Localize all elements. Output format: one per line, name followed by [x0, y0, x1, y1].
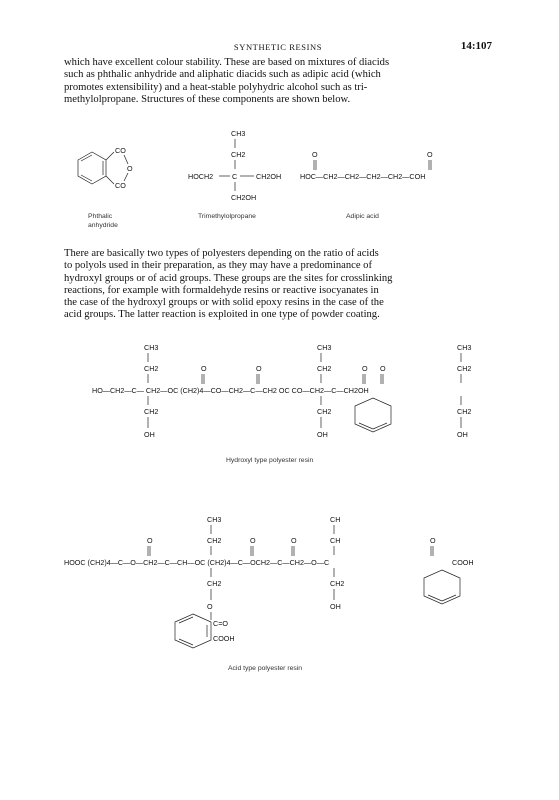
methylene-label: CH2: [330, 579, 345, 588]
paragraph-line: methylolpropane. Structures of these components are shown below.: [64, 93, 351, 105]
benzene-ring: [424, 570, 460, 604]
paragraph-line: hydroxyl groups or of acid groups. These groups are the sites for crosslinking: [64, 272, 393, 284]
paragraph-line: to polyols used in their preparation, as they may have a predominance of: [64, 260, 373, 272]
page-header: [64, 40, 492, 54]
methyl-label: CH3: [317, 343, 332, 352]
methylene-label: CH2: [144, 364, 159, 373]
carbonyl-label: C=O: [213, 619, 228, 628]
carbonyl-oxygen-label: O: [312, 150, 318, 159]
quaternary-carbon-label: C: [232, 172, 238, 181]
methylene-label: CH2: [457, 407, 472, 416]
paragraph-line: which have excellent colour stability. These are based on mixtures of diacids: [64, 57, 390, 68]
figure-hydroxyl-resin: [0, 336, 559, 478]
paragraph-line: acid groups. The latter reaction is exploited in one type of powder coating.: [64, 309, 380, 321]
components-structure-svg: [0, 120, 559, 235]
carbonyl-oxygen-label: O: [427, 150, 433, 159]
carbonyl-oxygen-label: O: [291, 536, 297, 545]
page-number: 14:107: [460, 40, 492, 52]
running-title: SYNTHETIC RESINS: [233, 42, 323, 52]
carbonyl-oxygen-label: O: [250, 536, 256, 545]
carbonyl-label: CO: [115, 181, 126, 190]
figure-components: [0, 120, 559, 235]
benzene-ring: [355, 398, 391, 432]
ring-double-bond: [442, 595, 456, 601]
benzene-ring: [78, 152, 106, 184]
hydroxymethyl-label: HOCH2: [188, 172, 214, 181]
bond: [124, 155, 128, 164]
ring-double-bond: [179, 617, 193, 623]
carbonyl-oxygen-label: O: [362, 364, 368, 373]
paragraph-polyester-types: [64, 248, 492, 322]
ring-double-bond: [359, 423, 373, 429]
acid-resin-svg: [0, 508, 559, 678]
methine-label: CH: [330, 515, 341, 524]
bond: [106, 152, 114, 160]
phthalic-anhydride-structure: [78, 146, 133, 229]
carboxyl-label: COOH: [452, 558, 474, 567]
bond: [106, 176, 114, 184]
ring-oxygen-label: O: [127, 164, 133, 173]
paragraph-line: There are basically two types of polyesters depending on the ratio of acids: [64, 248, 379, 259]
caption-phthalic-line2: anhydride: [88, 222, 118, 229]
methyl-label: CH3: [231, 129, 246, 138]
caption-acid-resin: Acid type polyester resin: [228, 665, 303, 672]
ring-double-bond: [373, 423, 387, 429]
trimethylolpropane-structure: [188, 129, 281, 220]
hydroxyl-label: OH: [330, 602, 341, 611]
paragraph-line: promotes extensibility) and a heat-stable polyhydric alcohol such as tri-: [64, 81, 368, 93]
paragraph-line: the case of the hydroxyl groups or with solid epoxy resins in the case of the: [64, 297, 384, 309]
caption-trimethylolpropane: Trimethylolpropane: [198, 213, 256, 220]
ring-double-bond: [428, 595, 442, 601]
hydroxyl-label: OH: [144, 430, 155, 439]
hydroxymethyl-label: CH2OH: [231, 193, 257, 202]
figure-acid-resin: [0, 508, 559, 678]
benzene-ring: [175, 614, 211, 648]
ester-oxygen-label: O: [207, 602, 213, 611]
methylene-label: CH2: [144, 407, 159, 416]
carbonyl-oxygen-label: O: [380, 364, 386, 373]
adipic-chain-label: HOC—CH2—CH2—CH2—CH2—COH: [300, 172, 426, 181]
caption-phthalic-line1: Phthalic: [88, 213, 113, 220]
methyl-label: CH3: [207, 515, 222, 524]
polymer-main-chain: HOOC (CH2)4—C—O—CH2—C—CH—OC (CH2)4—C—OCH2—C—CH2—O—C: [64, 558, 330, 567]
methyl-label: CH3: [457, 343, 472, 352]
methylene-label: CH2: [317, 407, 332, 416]
carbonyl-label: CO: [115, 146, 126, 155]
carbonyl-oxygen-label: O: [147, 536, 153, 545]
methine-label: CH: [330, 536, 341, 545]
paragraph-line: reactions, for example with formaldehyde resins or reactive isocyanates in: [64, 284, 379, 296]
ring-double-bond: [81, 175, 92, 181]
methylene-label: CH2: [231, 150, 246, 159]
hydroxyl-label: OH: [457, 430, 468, 439]
methylene-label: CH2: [207, 579, 222, 588]
polymer-main-chain: HO—CH2—C— CH2—OC (CH2)4—CO—CH2—C—CH2 OC CO—CH2—C—CH2OH: [92, 386, 369, 395]
carbonyl-oxygen-label: O: [201, 364, 207, 373]
hydroxymethyl-label: CH2OH: [256, 172, 282, 181]
carboxyl-label: COOH: [213, 634, 235, 643]
ring-double-bond: [179, 639, 193, 645]
hydroxyl-resin-svg: [0, 336, 559, 478]
adipic-acid-structure: [300, 150, 433, 220]
paragraph-line: such as phthalic anhydride and aliphatic diacids such as adipic acid (which: [64, 69, 381, 81]
bond: [124, 173, 128, 181]
carbonyl-oxygen-label: O: [256, 364, 262, 373]
methylene-label: CH2: [317, 364, 332, 373]
carbonyl-oxygen-label: O: [430, 536, 436, 545]
methylene-label: CH2: [457, 364, 472, 373]
paragraph-intro: [64, 57, 492, 106]
methylene-label: CH2: [207, 536, 222, 545]
methyl-label: CH3: [144, 343, 159, 352]
caption-adipic-acid: Adipic acid: [346, 213, 379, 220]
caption-hydroxyl-resin: Hydroxyl type polyester resin: [226, 457, 314, 464]
hydroxyl-label: OH: [317, 430, 328, 439]
ring-double-bond: [81, 155, 92, 161]
